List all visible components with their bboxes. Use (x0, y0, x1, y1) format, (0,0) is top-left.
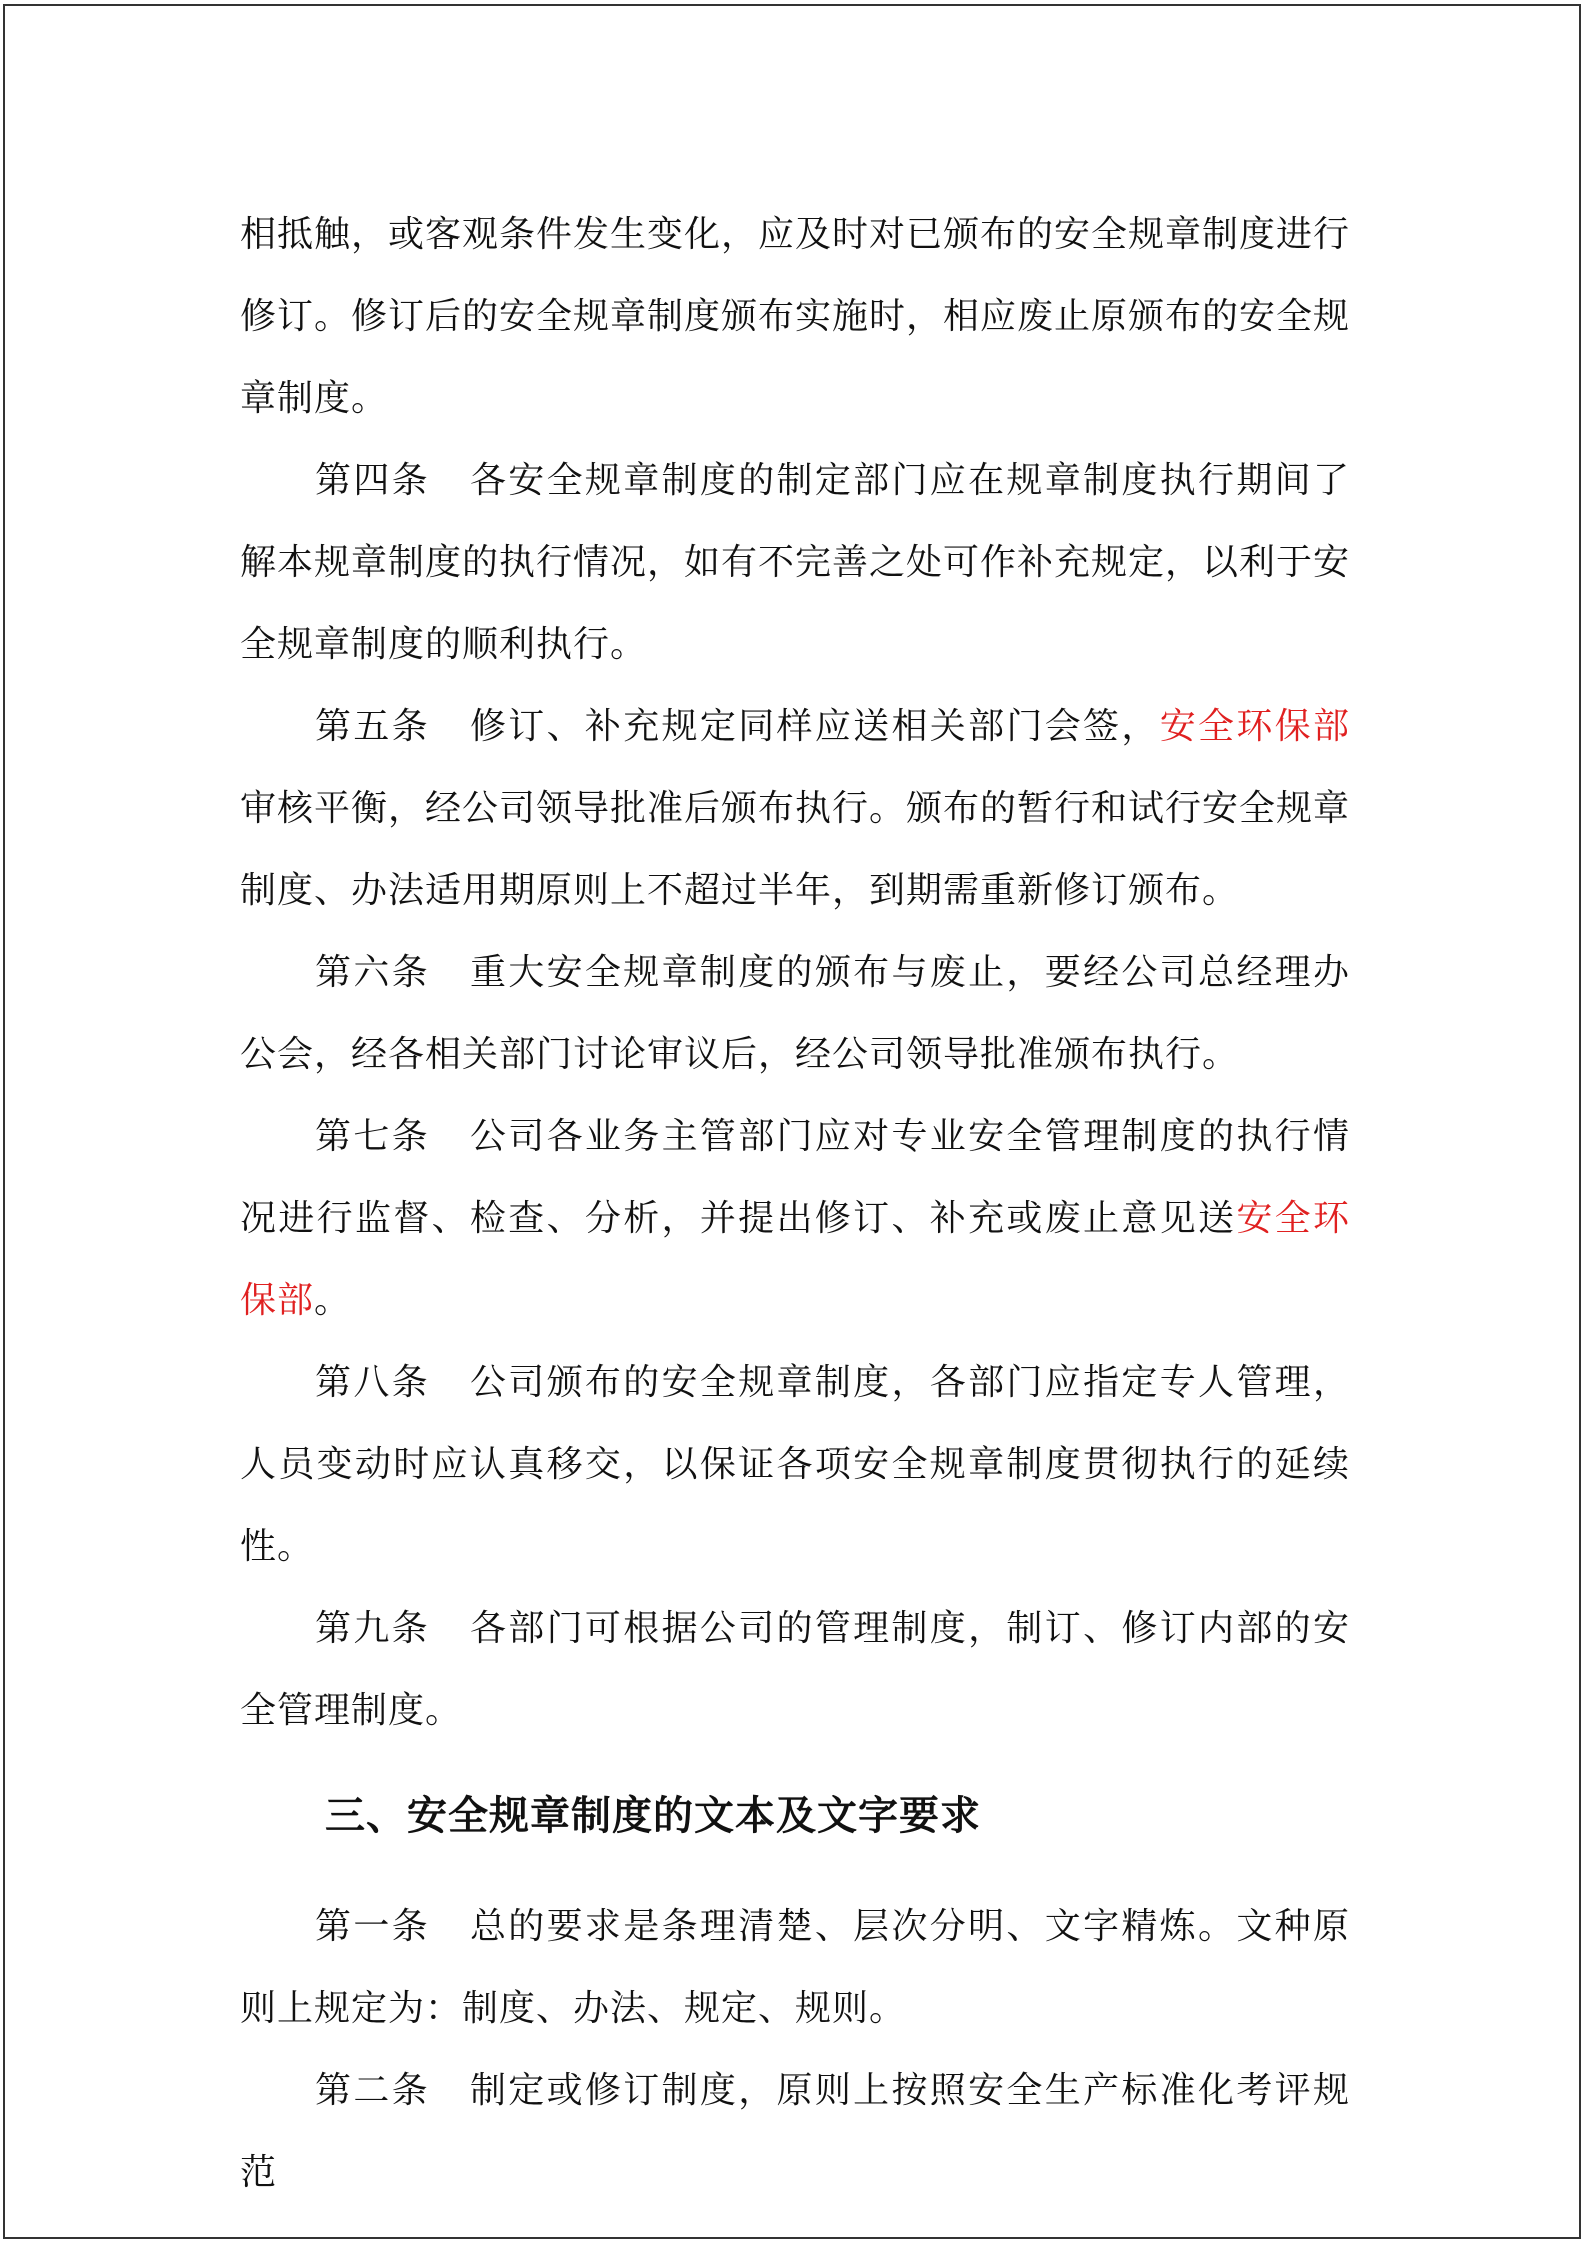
article-4 (240, 440, 1350, 686)
section3-article-2 (240, 2050, 1350, 2214)
article-text: 公司颁布的安全规章制度，各部门应指定专人管理，人员变动时应认真移交，以保证各项安全规章制度贯彻执行的延续性。 (240, 1362, 1350, 1567)
article-5 (240, 686, 1350, 932)
section3-article-1 (240, 1886, 1350, 2050)
article-text: 各安全规章制度的制定部门应在规章制度执行期间了解本规章制度的执行情况，如有不完善之处可作补充规定，以利于安全规章制度的顺利执行。 (240, 460, 1351, 665)
paragraph-continuation (240, 194, 1350, 440)
section-heading: 三、安全规章制度的文本及文字要求 (325, 1793, 981, 1839)
article-number: 第七条 (315, 1116, 430, 1157)
article-8 (240, 1342, 1350, 1588)
article-text: 各部门可根据公司的管理制度，制订、修订内部的安全管理制度。 (240, 1608, 1350, 1731)
document-body (240, 194, 1350, 2214)
article-number: 第二条 (315, 2070, 430, 2111)
article-number: 第五条 (315, 706, 430, 747)
article-text: 总的要求是条理清楚、层次分明、文字精炼。文种原则上规定为：制度、办法、规定、规则。 (240, 1906, 1350, 2029)
article-text: 审核平衡，经公司领导批准后颁布执行。颁布的暂行和试行安全规章制度、办法适用期原则上不超过半年，到期需重新修订颁布。 (240, 788, 1351, 911)
article-number: 第一条 (315, 1906, 430, 1947)
article-9 (240, 1588, 1350, 1752)
article-number: 第四条 (315, 460, 430, 501)
article-number: 第六条 (315, 952, 430, 993)
article-text: 修订、补充规定同样应送相关部门会签， (469, 706, 1160, 747)
department-highlight: 安全环保部 (1159, 706, 1350, 747)
article-text: 公司各业务主管部门应对专业安全管理制度的执行情况进行监督、检查、分析，并提出修订、补充或废止意见送 (240, 1116, 1350, 1239)
article-number: 第九条 (315, 1608, 430, 1649)
article-text: 制定或修订制度，原则上按照安全生产标准化考评规范 (240, 2070, 1350, 2193)
department-highlight: 安全环保部 (240, 1198, 1350, 1321)
article-6 (240, 932, 1350, 1096)
article-7 (240, 1096, 1350, 1342)
article-number: 第八条 (315, 1362, 430, 1403)
paragraph-text: 相抵触，或客观条件发生变化，应及时对已颁布的安全规章制度进行修订。修订后的安全规章制度颁布实施时，相应废止原颁布的安全规章制度。 (240, 214, 1351, 419)
article-text: 重大安全规章制度的颁布与废止，要经公司总经理办公会，经各相关部门讨论审议后，经公司领导批准颁布执行。 (240, 952, 1350, 1075)
article-text-end: 。 (314, 1280, 352, 1321)
